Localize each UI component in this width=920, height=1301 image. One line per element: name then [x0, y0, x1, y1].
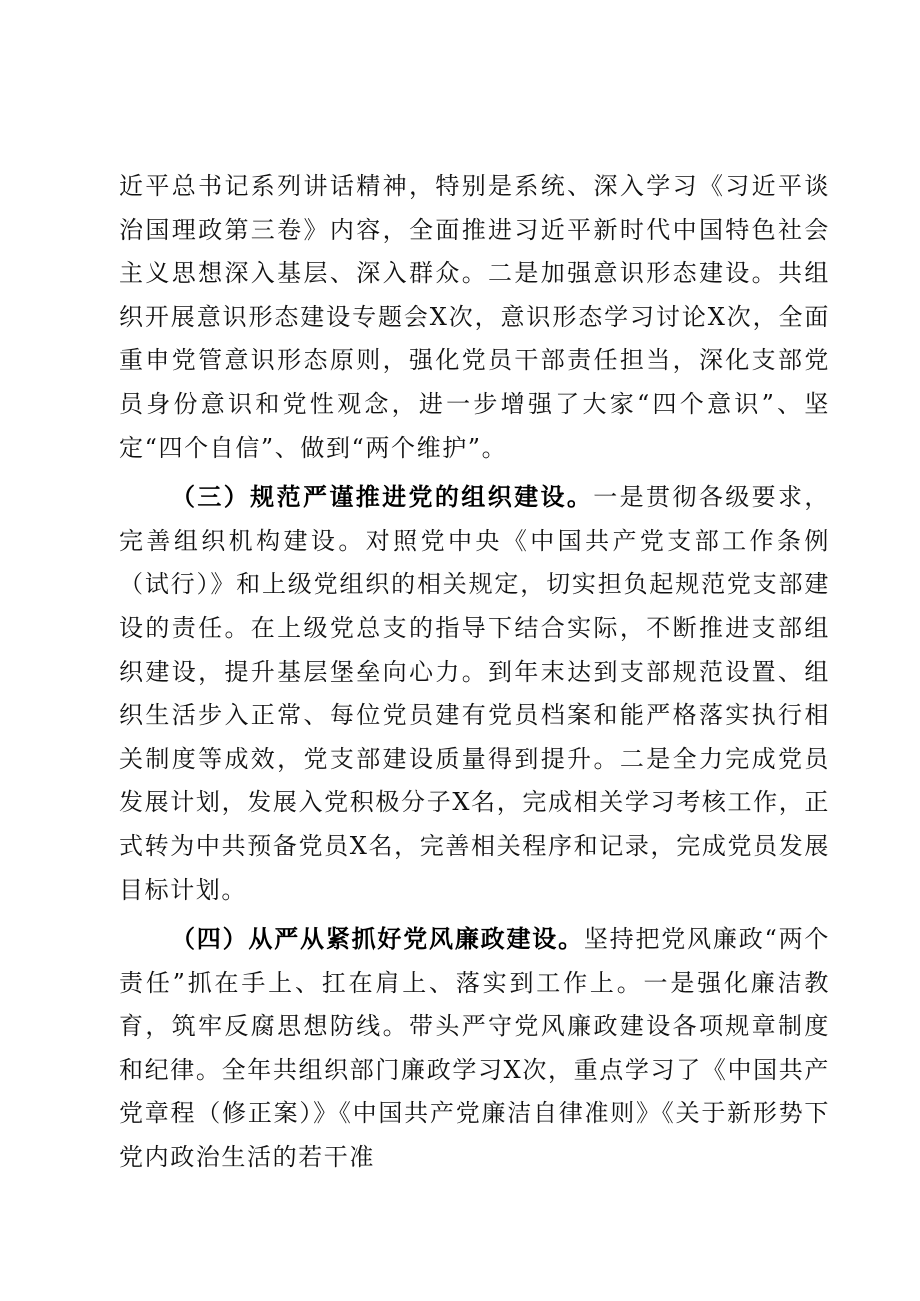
paragraph-1-text: 近平总书记系列讲话精神，特别是系统、深入学习《习近平谈治国理政第三卷》内容，全面推进习近平新时代中国特色社会主义思想深入基层、深入群众。二是加强意识形态建设。共组织开展意识形态建设专题会X次，意识形态学习讨论X次，全面重申党管意识形态原则，强化党员干部责任担当，深化支部党员身份意识和党性观念，进一步增强了大家“四个意识”、坚定“四个自信”、做到“两个维护”。: [119, 172, 830, 462]
paragraph-2: [119, 475, 830, 912]
document-body: [119, 165, 830, 1180]
paragraph-3-text: 坚持把党风廉政“两个责任”抓在手上、扛在肩上、落实到工作上。一是强化廉洁教育，筑牢反腐思想防线。带头严守党风廉政建设各项规章制度和纪律。全年共组织部门廉政学习X次，重点学习了《中国共产党章程（修正案）》《中国共产党廉洁自律准则》《关于新形势下党内政治生活的若干准: [119, 925, 830, 1172]
paragraph-3: [119, 917, 830, 1180]
paragraph-1: [119, 165, 830, 470]
section-3-heading: （三）规范严谨推进党的组织建设。: [171, 482, 594, 512]
section-4-heading: （四）从严从紧抓好党风廉政建设。: [171, 924, 584, 954]
paragraph-2-text: 一是贯彻各级要求，完善组织机构建设。对照党中央《中国共产党支部工作条例（试行）》和上级党组织的相关规定，切实担负起规范党支部建设的责任。在上级党总支的指导下结合实际，不断推进支部组织建设，提升基层堡垒向心力。到年末达到支部规范设置、组织生活步入正常、每位党员建有党员档案和能严格落实执行相关制度等成效，党支部建设质量得到提升。二是全力完成党员发展计划，发展入党积极分子X名，完成相关学习考核工作，正式转为中共预备党员X名，完善相关程序和记录，完成党员发展目标计划。: [119, 483, 830, 904]
